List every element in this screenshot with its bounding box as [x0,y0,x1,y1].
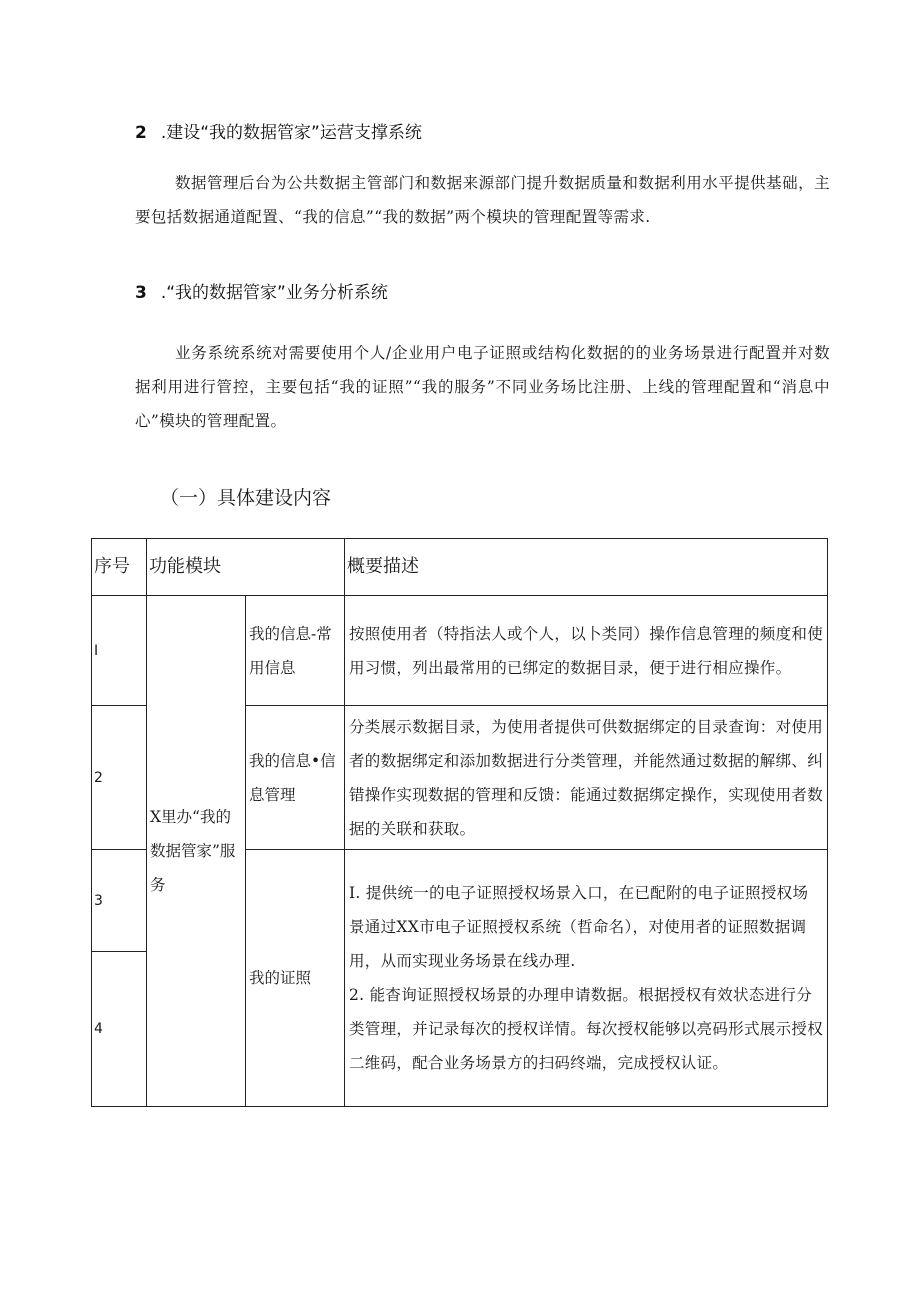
row-seq: 4 [92,952,147,1107]
description-item: I. 提供统一的电子证照授权场景入口，在已配附的电子证照授权场景通过XX市电子证照授权系统（哲命名），对使用者的证照数据调用，从而实现业务场景在线办理. [349,884,809,970]
row-description [345,850,828,1107]
description-item: 2. 能杳询证照授权场景的办理申请数据。根据授权有效状态进行分类管理，并记录每次的授权详情。每次授权能够以亮码形式展示授权二维码，配合业务场景方的扫码终端，完成授权认证。 [349,986,824,1072]
section-heading [135,118,422,143]
row-seq: 3 [92,850,147,952]
table-header-row [92,539,828,596]
subheading: （一）具体建设内容 [160,487,332,509]
section-number: 3 [135,283,147,303]
submodule-name: 我的信息-常用信息 [246,596,345,706]
content-table [91,538,828,1107]
header-module: 功能模块 [147,539,345,596]
row-description: 按照使用者（特指法人或个人，以卜类同）操作信息管理的频度和使用习惯，列出最常用的已绑定的数据目录，便于进行相应操作。 [345,596,828,706]
section-paragraph: 业务系统系统对需要使用个人/企业用户电子证照或结构化数据的的业务场景进行配置并对数据利用进行管控，主要包括“我的证照”“我的服务”不同业务场比注册、上线的管理配置和“消息中心”模块的管理配置。 [135,344,830,430]
header-seq: 序号 [92,539,147,596]
row-seq: 2 [92,706,147,850]
section-heading [135,278,388,303]
submodule-name: 我的证照 [246,850,345,1107]
row-description: 分类展示数据目录，为使用者提供可供数据绑定的目录查询：对使用者的数据绑定和添加数据进行分类管理，并能然通过数据的解绑、纠错操作实现数据的管理和反馈：能通过数据绑定操作，实现使用者数据的关联和获取。 [345,706,828,850]
row-seq: I [92,596,147,706]
header-desc: 概要描述 [345,539,828,596]
section-title: .建设“我的数据管家”运营支撑系统 [160,123,422,143]
section-number: 2 [135,123,147,143]
section-title: .“我的数据管家”业务分析系统 [160,283,388,303]
section-paragraph: 数据管理后台为公共数据主管部门和数据来源部门提升数据质量和数据利用水平提供基础，主要包括数据通道配置、“我的信息”“我的数据”两个模块的管理配置等需求. [135,174,830,226]
table-row [92,596,828,706]
submodule-name: 我的信息•信息管理 [246,706,345,850]
module-name: X里办“我的数据管家”服务 [147,596,246,1107]
